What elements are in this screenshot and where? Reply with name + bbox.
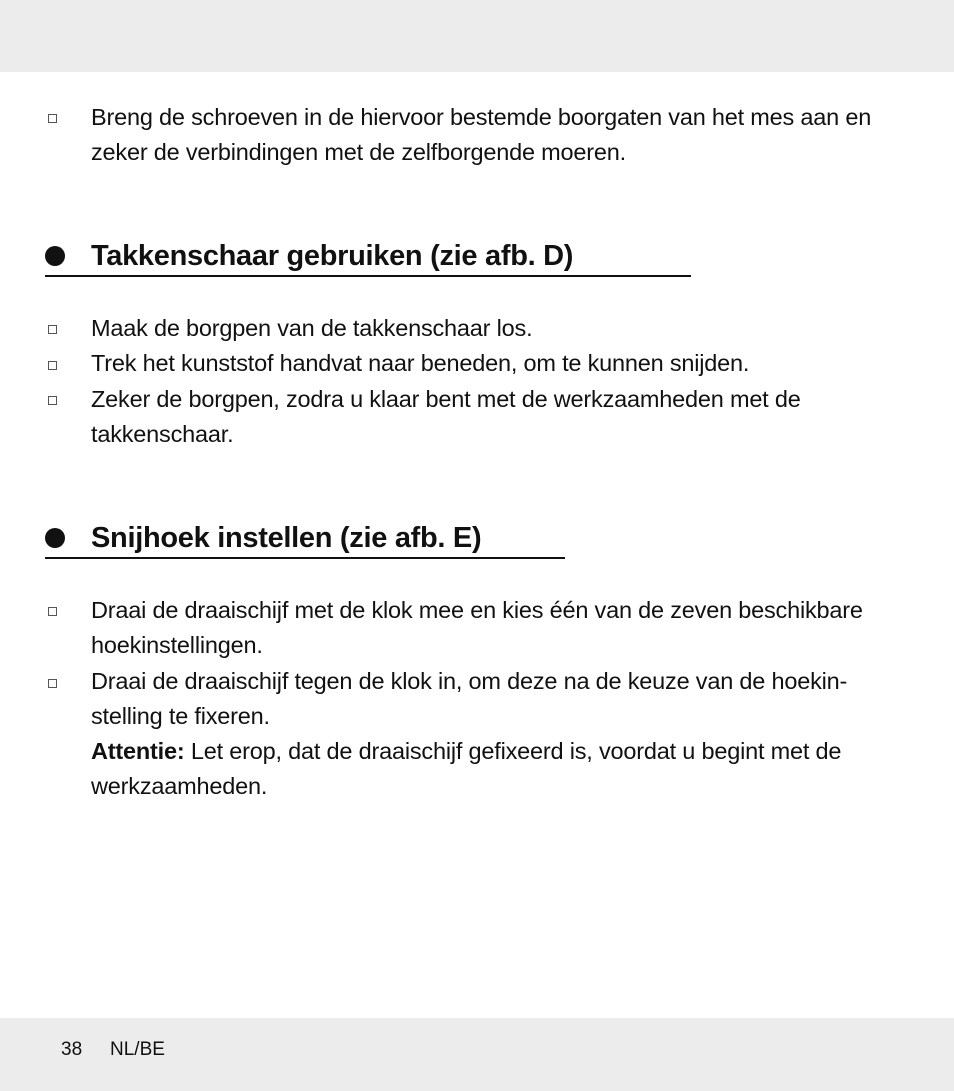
locale-label: NL/BE xyxy=(110,1039,165,1060)
step-text: Maak de borgpen van de takkenschaar los. xyxy=(91,315,533,341)
header-band xyxy=(0,0,954,72)
page-number: 38 xyxy=(61,1039,83,1060)
section-heading-text: Takkenschaar gebruiken (zie afb. D) xyxy=(91,240,574,272)
heading-underline xyxy=(45,275,691,277)
step-text: Breng de schroeven in de hiervoor bestemde boorgaten van het mes aan en zeker de verbindingen met de zelfborgende moeren. xyxy=(91,104,872,165)
bullet-dot-icon xyxy=(45,528,65,548)
step-text: Trek het kunststof handvat naar beneden, om te kunnen snijden. xyxy=(91,350,750,376)
checkbox-bullet-icon xyxy=(48,114,57,123)
step-text xyxy=(91,664,911,804)
attention-text: Let erop, dat de draaischijf gefixeerd is, voordat u begint met de werkzaamheden. xyxy=(91,738,842,799)
checkbox-bullet-icon xyxy=(48,607,57,616)
checkbox-bullet-icon xyxy=(48,396,57,405)
checkbox-bullet-icon xyxy=(48,325,57,334)
heading-underline xyxy=(45,557,565,559)
step-text: Draai de draaischijf met de klok mee en kies één van de zeven beschikbare hoekinstellingen. xyxy=(91,597,863,658)
attention-label: Attentie: xyxy=(91,738,185,764)
checkbox-bullet-icon xyxy=(48,679,57,688)
bullet-dot-icon xyxy=(45,246,65,266)
checkbox-bullet-icon xyxy=(48,361,57,370)
step-text-main: Draai de draaischijf tegen de klok in, om deze na de keuze van de hoekin-stelling te fixeren. xyxy=(91,668,848,729)
section-heading-text: Snijhoek instellen (zie afb. E) xyxy=(91,522,482,554)
step-text: Zeker de borgpen, zodra u klaar bent met de werkzaamheden met de takkenschaar. xyxy=(91,386,801,447)
